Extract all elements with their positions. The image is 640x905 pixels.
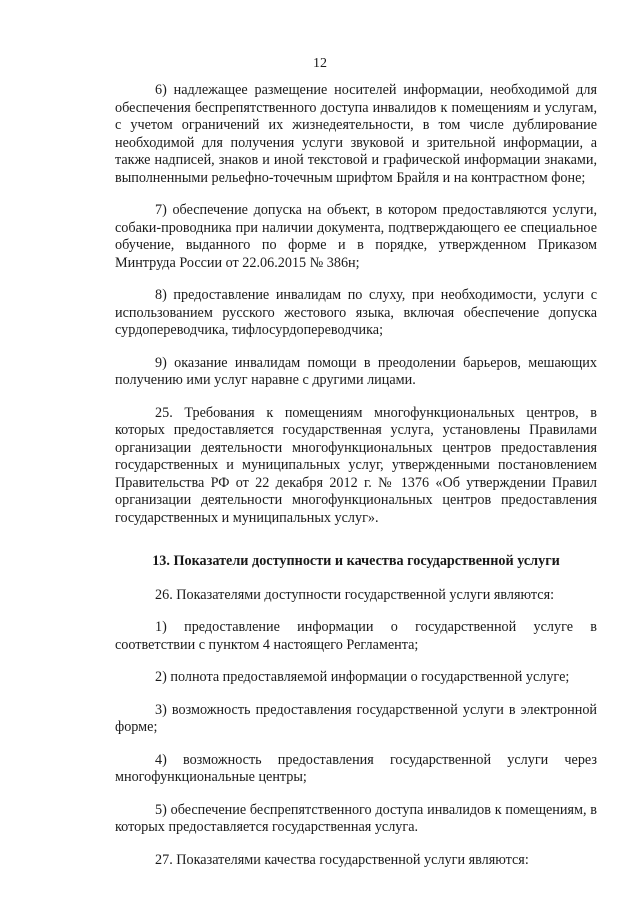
paragraph-item-8: 8) предоставление инвалидам по слуху, при необходимости, услуги с использованием русского жестового языка, включая обеспечение допуска сурдопереводчика, тифлосурдопереводчика; <box>115 287 597 338</box>
document-body <box>115 82 597 884</box>
paragraph-indicator-3: 3) возможность предоставления государственной услуги в электронной форме; <box>115 701 597 735</box>
paragraph-item-9: 9) оказание инвалидам помощи в преодолении барьеров, мешающих получению ими услуг наравне с другими лицами. <box>115 354 597 388</box>
paragraph-indicator-2: 2) полнота предоставляемой информации о государственной услуге; <box>155 669 570 685</box>
section-heading: 13. Показатели доступности и качества государственной услуги <box>152 553 560 569</box>
paragraph-indicator-5: 5) обеспечение беспрепятственного доступа инвалидов к помещениям, в которых предоставляется государственная услуга. <box>115 801 597 835</box>
paragraph-indicator-1: 1) предоставление информации о государственной услуге в соответствии с пунктом 4 настоящего Регламента; <box>115 619 597 653</box>
paragraph-clause-26: 26. Показателями доступности государственной услуги являются: <box>155 586 555 603</box>
paragraph-indicator-4: 4) возможность предоставления государственной услуги через многофункциональные центры; <box>115 751 597 785</box>
paragraph-clause-27: 27. Показателями качества государственной услуги являются: <box>155 851 529 868</box>
page-number: 12 <box>313 56 327 71</box>
paragraph-item-7: 7) обеспечение допуска на объект, в котором предоставляются услуги, собаки-проводника при наличии документа, подтверждающего ее специальное обучение, выданного по форме и в порядке, утвержденном Приказом Минтруда России от 22.06.2015 № 386н; <box>115 202 597 271</box>
paragraph-clause-25: 25. Требования к помещениям многофункциональных центров, в которых предоставляется государственная услуга, установлены Правилами организации деятельности многофункциональных центров предоставления государственных и муниципальных услуг, утвержденными постановлением Правительства РФ от 22 декабря 2012 г. № 1376 «Об утверждении Правил организации деятельности многофункциональных центров предоставления государственных и муниципальных услуг». <box>115 404 597 526</box>
paragraph-item-6: 6) надлежащее размещение носителей информации, необходимой для обеспечения беспрепятственного доступа инвалидов к помещениям и услугам, с учетом ограничений их жизнедеятельности, в том числе дублирование необходимой для получения услуги звуковой и зрительной информации, а также надписей, знаков и иной текстовой и графической информации знаками, выполненными рельефно-точечным шрифтом Брайля и на контрастном фоне; <box>115 82 597 186</box>
